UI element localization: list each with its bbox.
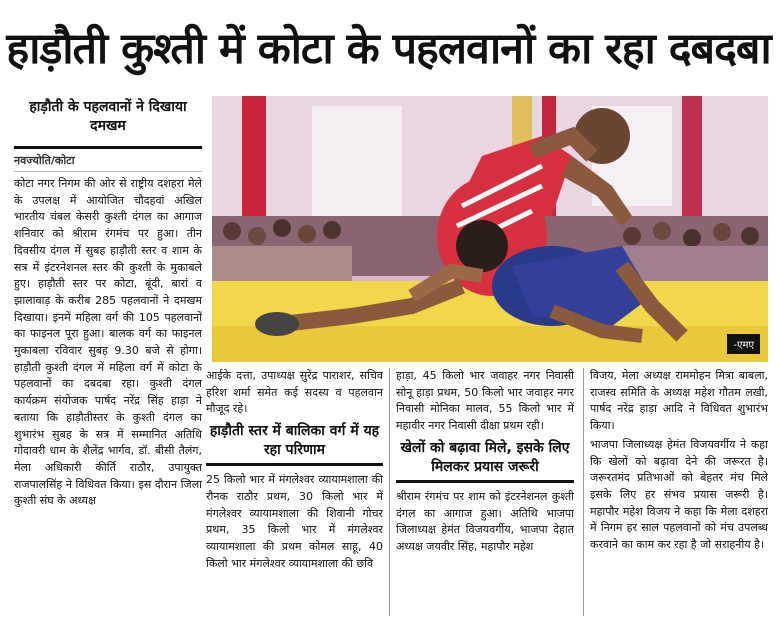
headline: हाड़ौती कुश्ती में कोटा के पहलवानों का रहा दबदबा xyxy=(6,23,771,74)
column-2 xyxy=(206,368,383,618)
photo-credit: -एमए xyxy=(727,334,760,354)
column-3-body: श्रीराम रंगमंच पर शाम को इंटरनेशनल कुश्ती दंगल का आगाज हुआ। अतिथि भाजपा जिलाध्यक्ष हेमंत विजयवर्गीय, भाजपा देहात अध्यक्ष जयवीर सिंह, महापौर महेश xyxy=(396,489,574,553)
section-divider xyxy=(396,480,574,483)
subheadline: हाड़ौती के पहलवानों ने दिखाया दमखम xyxy=(29,99,187,134)
section-divider xyxy=(14,146,202,149)
section-divider xyxy=(206,463,383,466)
column-2-box-heading: हाड़ौती स्तर में बालिका वर्ग में यह रहा परिणाम xyxy=(209,423,380,459)
column-2-body: 25 किलो भार में मंगलेश्वर व्यायामशाला की रौनक राठौर प्रथम, 30 किलो भार में मंगलेश्वर व्यायामशाला की शिवानी गोचर प्रथम, 35 किलो भार में मंगलेश्वर व्यायामशाला की प्रथम कोमल साहू, 40 किलो भार मंगलेश्वर व्यायामशाला की छवि xyxy=(206,473,383,570)
column-divider xyxy=(583,368,584,616)
column-3 xyxy=(396,368,574,618)
column-2-intro: आईके दत्ता, उपाध्यक्ष सुरेंद्र पाराशर, सचिव हरिश शर्मा समेत कई सदस्य व पहलवान मौजूद रहे। xyxy=(206,369,383,416)
left-column xyxy=(14,94,202,614)
wrestling-photo-image xyxy=(212,96,768,362)
column-3-intro: हाड़ा, 45 किलो भार जवाहर नगर निवासी सोनू हाड़ा प्रथम, 50 किलो भार जवाहर नगर निवासी मोनिका मालव, 55 किलो भार में महावीर नगर निवासी दीक्षा प्रथम रही। xyxy=(396,369,574,433)
column-4-body-1: विजय, मेला अध्यक्ष राममोहन मित्रा बाबला, राजस्व समिति के अध्यक्ष महेश गौतम लखी, पार्षद नरेंद्र हाड़ा आदि ने विधिवत शुभारंभ किया। xyxy=(590,369,768,433)
wrestling-photo xyxy=(212,96,768,362)
column-divider xyxy=(389,368,390,616)
article-body-left: कोटा नगर निगम की ओर से राष्ट्रीय दशहरा मेले के उपलक्ष में आयोजित चौदहवां अखिल भारतीय चंबल केसरी कुश्ती दंगल का आगाज शनिवार को श्रीराम रंगमंच पर हुआ। तीन दिवसीय दंगल में सुबह हाड़ौती स्तर व शाम के सत्र में इंटरनेशनल स्तर की कुश्ती के मुकाबले हुए। हाड़ौती स्तर पर कोटा, बूंदी, बारां व झालावाड़ के करीब 285 पहलवानों ने दमखम दिखाया। इनमें महिला वर्ग की 105 पहलवानों का फाइनल पूरा हुआ। बालक वर्ग का फाइनल मुकाबला रविवार सुबह 9.30 बजे से होगा। हाड़ौती कुश्ती दंगल में महिला वर्ग में कोटा के पहलवानों का दबदबा रहा। कुश्ती दंगल कार्यक्रम संयोजक पार्षद नरेंद्र सिंह हाड़ा ने बताया कि हाड़ौतीस्तर के कुश्ती दंगल का शुभारंभ सुबह के सत्र में सम्मानित अतिथि गोदावरी धाम के शैलेंद्र भार्गव, डॉ. बीसी तैलंग, मेला अधिकारी कीर्ति राठौर, उपायुक्त राजपालसिंह ने विधिवत किया। इस दौरान जिला कुश्ती संघ के अध्यक्ष xyxy=(14,177,202,508)
column-3-box-heading: खेलों को बढ़ावा मिले, इसके लिए मिलकर प्रयास जरूरी xyxy=(400,439,570,475)
byline: नवज्योति/कोटा xyxy=(14,153,202,172)
column-4-body-2: भाजपा जिलाध्यक्ष हेमंत विजयवर्गीय ने कहा कि खेलों को बढ़ावा देने की जरूरत है। जरूरतमंद प्रतिभाओं को बेहतर मंच मिले इसके लिए हर संभव प्रयास जरूरी है। महापौर महेश विजय ने कहा कि मेला दशहरा में निगम हर साल पहलवानों को मंच उपलब्ध करवाने का काम कर रहा है जो सराहनीय है। xyxy=(590,437,768,552)
column-4 xyxy=(590,368,768,618)
